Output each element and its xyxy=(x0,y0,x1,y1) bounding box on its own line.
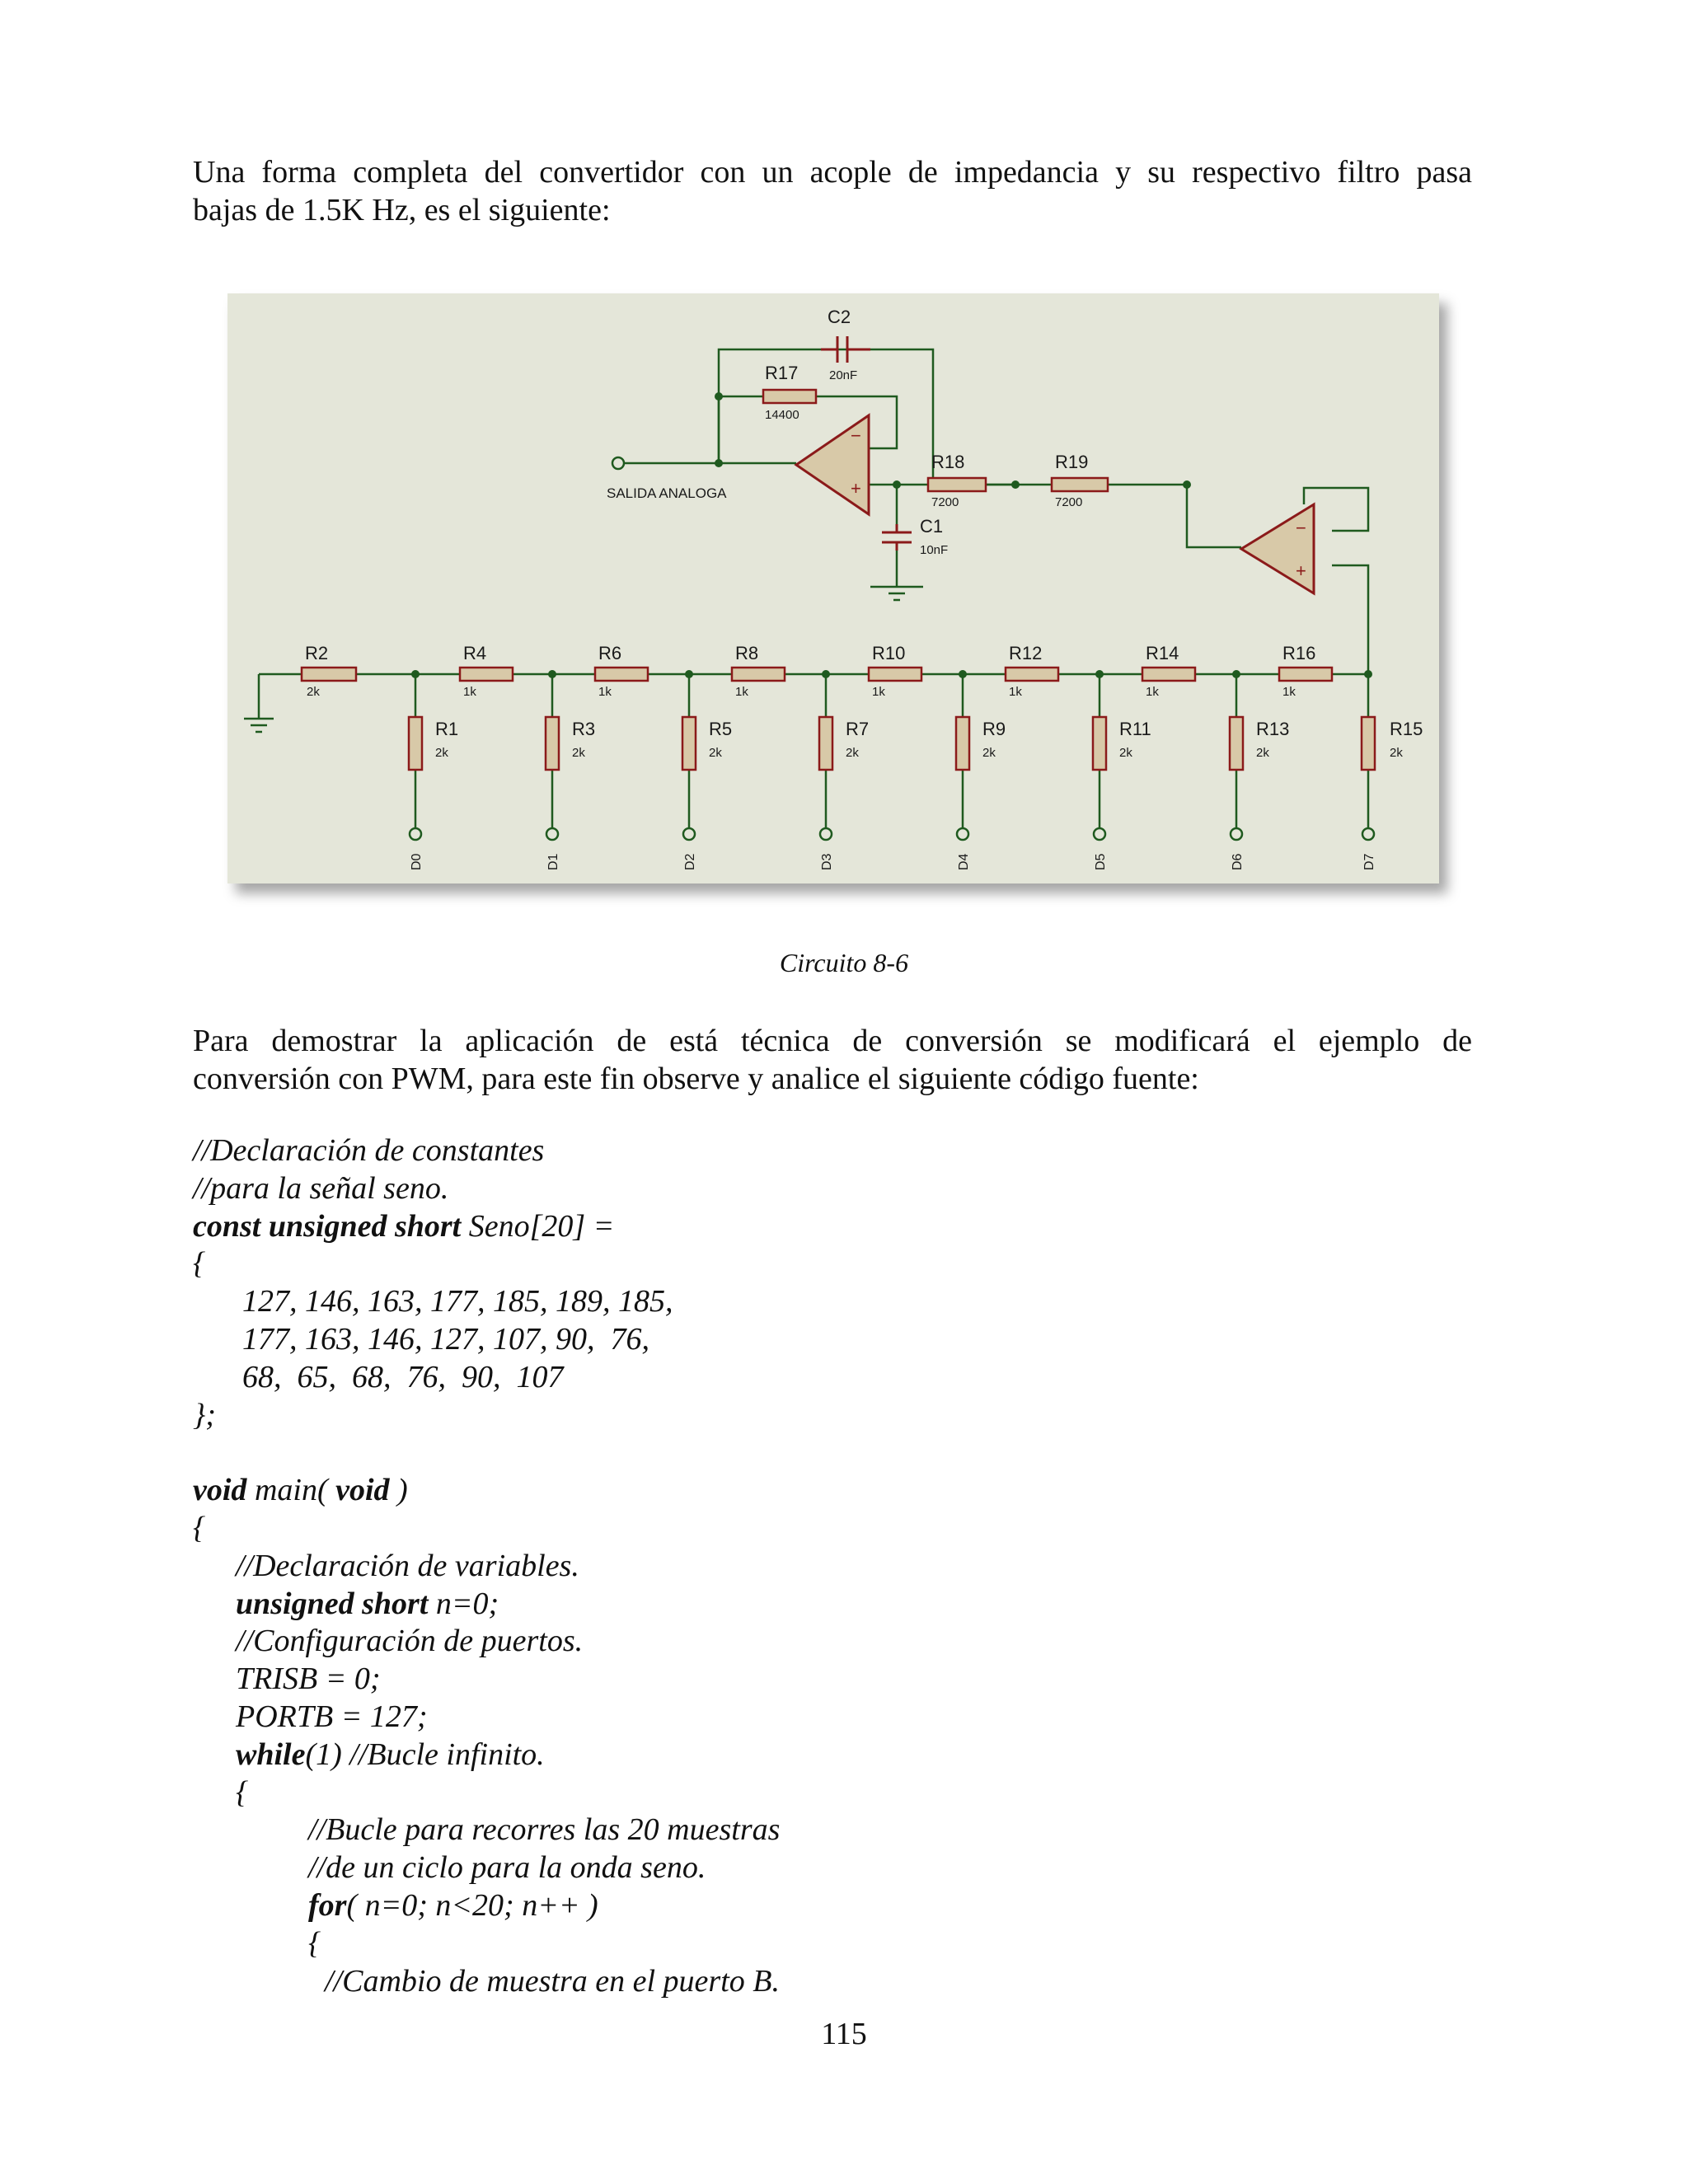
code-main-signature xyxy=(193,1472,780,1510)
r14-label: R14 xyxy=(1146,643,1179,663)
code-text: n=0; xyxy=(428,1586,499,1621)
code-text: Seno[20] = xyxy=(461,1208,615,1244)
code-keyword: unsigned short xyxy=(236,1586,429,1621)
pin-d1: D1 xyxy=(546,853,560,870)
pin-d3: D3 xyxy=(820,853,834,870)
resistor-r11 xyxy=(1093,717,1106,770)
code-values-1: 127, 146, 163, 177, 185, 189, 185, xyxy=(242,1284,673,1319)
code-keyword: const unsigned short xyxy=(193,1208,462,1244)
r13-value: 2k xyxy=(1256,746,1269,760)
second-paragraph xyxy=(193,1022,1472,1098)
code-comment: //Declaración de variables. xyxy=(236,1548,579,1583)
code-for xyxy=(193,1887,780,1925)
code-trisb: TRISB = 0; xyxy=(236,1661,381,1697)
r5-value: 2k xyxy=(709,746,722,760)
code-comment: //Bucle para recorres las 20 muestras xyxy=(308,1812,781,1848)
r15-value: 2k xyxy=(1390,746,1403,760)
resistor-r10 xyxy=(869,668,921,681)
code-brace: { xyxy=(308,1925,321,1961)
output-terminal xyxy=(612,457,624,469)
ground-symbols xyxy=(251,593,905,732)
pin-d6: D6 xyxy=(1231,853,1245,870)
resistor-r18 xyxy=(928,478,986,491)
pin-d7: D7 xyxy=(1362,853,1376,870)
code-text: ( n=0; n<20; n++ ) xyxy=(346,1887,598,1923)
resistor-r2 xyxy=(302,668,356,681)
pin-d2: D2 xyxy=(683,853,697,870)
code-comment: //de un ciclo para la onda seno. xyxy=(308,1850,706,1886)
c2-value: 20nF xyxy=(829,368,858,382)
ladder-vertical xyxy=(409,717,1375,770)
code-declaration xyxy=(193,1208,780,1246)
r12-value: 1k xyxy=(1009,685,1022,699)
figure-caption: Circuito 8-6 xyxy=(779,948,909,977)
pin-d0: D0 xyxy=(410,853,424,870)
resistor-r6 xyxy=(595,668,648,681)
resistor-r1 xyxy=(409,717,422,770)
resistor-r7 xyxy=(819,717,832,770)
code-text: ) xyxy=(389,1473,408,1508)
code-blank xyxy=(193,1434,780,1472)
r7-label: R7 xyxy=(846,719,870,739)
r14-value: 1k xyxy=(1146,685,1159,699)
code-while xyxy=(193,1736,780,1774)
page-number: 115 xyxy=(821,2017,867,2051)
code-text: (1) //Bucle infinito. xyxy=(305,1736,545,1772)
pin-d5: D5 xyxy=(1094,853,1108,870)
r9-label: R9 xyxy=(982,719,1006,739)
resistor-r3 xyxy=(546,717,559,770)
resistor-r17 xyxy=(763,390,816,403)
r4-value: 1k xyxy=(463,685,476,699)
c1-label: C1 xyxy=(920,516,944,537)
opamp-1 xyxy=(796,415,869,514)
r2-label: R2 xyxy=(305,643,329,663)
r11-label: R11 xyxy=(1119,719,1151,739)
r10-value: 1k xyxy=(872,685,885,699)
resistor-r8 xyxy=(732,668,785,681)
r13-label: R13 xyxy=(1256,719,1290,739)
code-keyword: void xyxy=(193,1473,247,1508)
code-text: main( xyxy=(246,1473,336,1508)
r3-value: 2k xyxy=(572,746,585,760)
code-portb: PORTB = 127; xyxy=(236,1699,428,1734)
r5-label: R5 xyxy=(709,719,733,739)
r4-label: R4 xyxy=(463,643,487,663)
resistor-r5 xyxy=(682,717,696,770)
code-listing xyxy=(193,1132,780,2000)
code-brace: { xyxy=(236,1774,249,1810)
resistor-r19 xyxy=(1052,478,1108,491)
c2-label: C2 xyxy=(828,307,851,327)
intro-line-1: Una forma completa del convertidor con un acople de impedancia y su respectivo filtro pasa xyxy=(193,155,1472,190)
svg-text:−: − xyxy=(851,425,861,446)
r17-value: 14400 xyxy=(765,408,799,422)
code-brace: }; xyxy=(193,1397,216,1432)
code-comment: //para la señal seno. xyxy=(193,1170,449,1206)
resistor-r13 xyxy=(1230,717,1243,770)
opamp-2 xyxy=(1241,504,1314,593)
intro-line-2: bajas de 1.5K Hz, es el siguiente: xyxy=(193,193,611,227)
r18-value: 7200 xyxy=(931,495,959,509)
c1-value: 10nF xyxy=(920,543,949,557)
r18-label: R18 xyxy=(931,452,965,472)
para2-line-1: Para demostrar la aplicación de está técnica de conversión se modificará el ejemplo de xyxy=(193,1024,1472,1058)
code-values-2: 177, 163, 146, 127, 107, 90, 76, xyxy=(242,1321,649,1357)
code-comment: //Declaración de constantes xyxy=(193,1133,545,1168)
r16-value: 1k xyxy=(1282,685,1296,699)
r1-value: 2k xyxy=(435,746,448,760)
r8-value: 1k xyxy=(735,685,748,699)
svg-text:+: + xyxy=(851,478,861,499)
resistor-r15 xyxy=(1362,717,1375,770)
r10-label: R10 xyxy=(872,643,906,663)
pin-terminals xyxy=(410,828,1374,840)
r15-label: R15 xyxy=(1390,719,1423,739)
code-comment: //Configuración de puertos. xyxy=(236,1624,584,1659)
r1-label: R1 xyxy=(435,719,459,739)
circuit-schematic xyxy=(227,293,1439,883)
code-keyword: while xyxy=(236,1736,306,1772)
r11-value: 2k xyxy=(1119,746,1132,760)
para2-line-2: conversión con PWM, para este fin observe y analice el siguiente código fuente: xyxy=(193,1062,1199,1096)
svg-text:−: − xyxy=(1296,518,1306,538)
resistor-r4 xyxy=(460,668,513,681)
code-var-declaration xyxy=(193,1586,780,1624)
resistor-r14 xyxy=(1142,668,1195,681)
junction-dots xyxy=(411,392,1372,678)
resistor-r12 xyxy=(1006,668,1058,681)
r3-label: R3 xyxy=(572,719,596,739)
r17-label: R17 xyxy=(765,363,799,383)
resistor-r9 xyxy=(956,717,969,770)
code-comment: //Cambio de muestra en el puerto B. xyxy=(325,1963,780,1999)
output-label: SALIDA ANALOGA xyxy=(607,485,727,501)
r19-label: R19 xyxy=(1055,452,1089,472)
code-values-3: 68, 65, 68, 76, 90, 107 xyxy=(242,1359,564,1394)
circuit-figure xyxy=(227,293,1439,883)
r6-label: R6 xyxy=(598,643,622,663)
code-brace: { xyxy=(193,1246,206,1282)
r2-value: 2k xyxy=(307,685,320,699)
r9-value: 2k xyxy=(982,746,996,760)
intro-paragraph xyxy=(193,153,1472,229)
capacitor-c1 xyxy=(882,524,912,551)
r7-value: 2k xyxy=(846,746,859,760)
r8-label: R8 xyxy=(735,643,759,663)
svg-text:+: + xyxy=(1296,560,1306,581)
r19-value: 7200 xyxy=(1055,495,1083,509)
code-keyword: void xyxy=(335,1473,390,1508)
r12-label: R12 xyxy=(1009,643,1043,663)
resistor-r16 xyxy=(1279,668,1332,681)
pin-d4: D4 xyxy=(957,853,971,870)
code-brace: { xyxy=(193,1510,206,1545)
r16-label: R16 xyxy=(1282,643,1316,663)
r6-value: 1k xyxy=(598,685,612,699)
code-keyword: for xyxy=(308,1887,347,1923)
